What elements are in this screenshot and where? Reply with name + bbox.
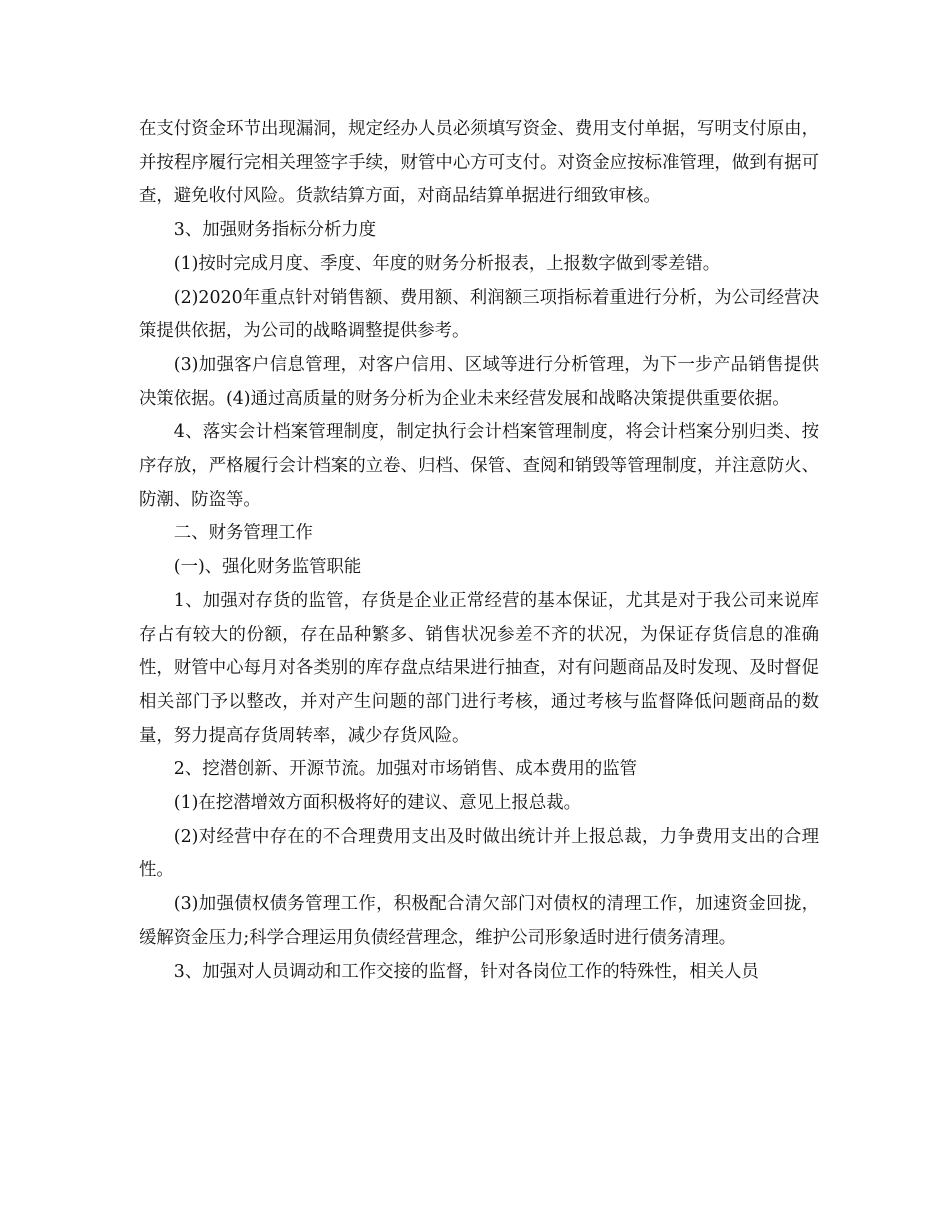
section-heading-financial-analysis: 3、加强财务指标分析力度 xyxy=(173,220,377,241)
paragraph-personnel-transfer: 3、加强对人员调动和工作交接的监督，针对各岗位工作的特殊性，相关人员 xyxy=(173,961,759,982)
list-item-suggestions: (1)在挖潜增效方面积极将好的建议、意见上报总裁。 xyxy=(173,793,582,814)
section-heading-financial-management: 二、财务管理工作 xyxy=(173,523,313,544)
list-item-debt-management: (3)加强债权债务管理工作，积极配合清欠部门对债权的清理工作，加速资金回拢，缓解资金压力;科学合理运用负债经营理念，维护公司形象适时进行债务清理。 xyxy=(139,894,819,948)
subsection-heading-supervision: (一)、强化财务监管职能 xyxy=(173,557,362,578)
list-item-key-indicators: (2)2020年重点针对销售额、费用额、利润额三项指标着重进行分析，为公司经营决策提供依据，为公司的战略调整提供参考。 xyxy=(139,287,819,342)
paragraph-archive-management: 4、落实会计档案管理制度，制定执行会计档案管理制度，将会计档案分别归类、按序存放，严格履行会计档案的立卷、归档、保管、查阅和销毁等管理制度，并注意防火、防潮、防盗等。 xyxy=(139,422,819,510)
list-item-customer-info: (3)加强客户信息管理，对客户信用、区域等进行分析管理，为下一步产品销售提供决策依据。(4)通过高质量的财务分析为企业未来经营发展和战略决策提供重要依据。 xyxy=(139,354,819,409)
paragraph-inventory-supervision: 1、加强对存货的监管，存货是企业正常经营的基本保证，尤其是对于我公司来说库存占有较大的份额，存在品种繁多、销售状况参差不齐的状况，为保证存货信息的准确性，财管中心每月对各类别的库存盘点结果进行抽查，对有问题商品及时发现、及时督促相关部门予以整改，并对产生问题的部门进行考核，通过考核与监督降低问题商品的数量，努力提高存货周转率，减少存货风险。 xyxy=(139,590,819,746)
paragraph-cost-saving: 2、挖潜创新、开源节流。加强对市场销售、成本费用的监管 xyxy=(173,759,638,780)
list-item-unreasonable-expenses: (2)对经营中存在的不合理费用支出及时做出统计并上报总裁，力争费用支出的合理性。 xyxy=(139,826,819,881)
document-body xyxy=(139,113,819,989)
paragraph-payment-control: 在支付资金环节出现漏洞，规定经办人员必须填写资金、费用支付单据，写明支付原由，并按程序履行完相关理签字手续，财管中心方可支付。对资金应按标准管理，做到有据可查，避免收付风险。货款结算方面，对商品结算单据进行细致审核。 xyxy=(139,119,819,207)
list-item-monthly-reports: (1)按时完成月度、季度、年度的财务分析报表，上报数字做到零差错。 xyxy=(173,253,721,274)
